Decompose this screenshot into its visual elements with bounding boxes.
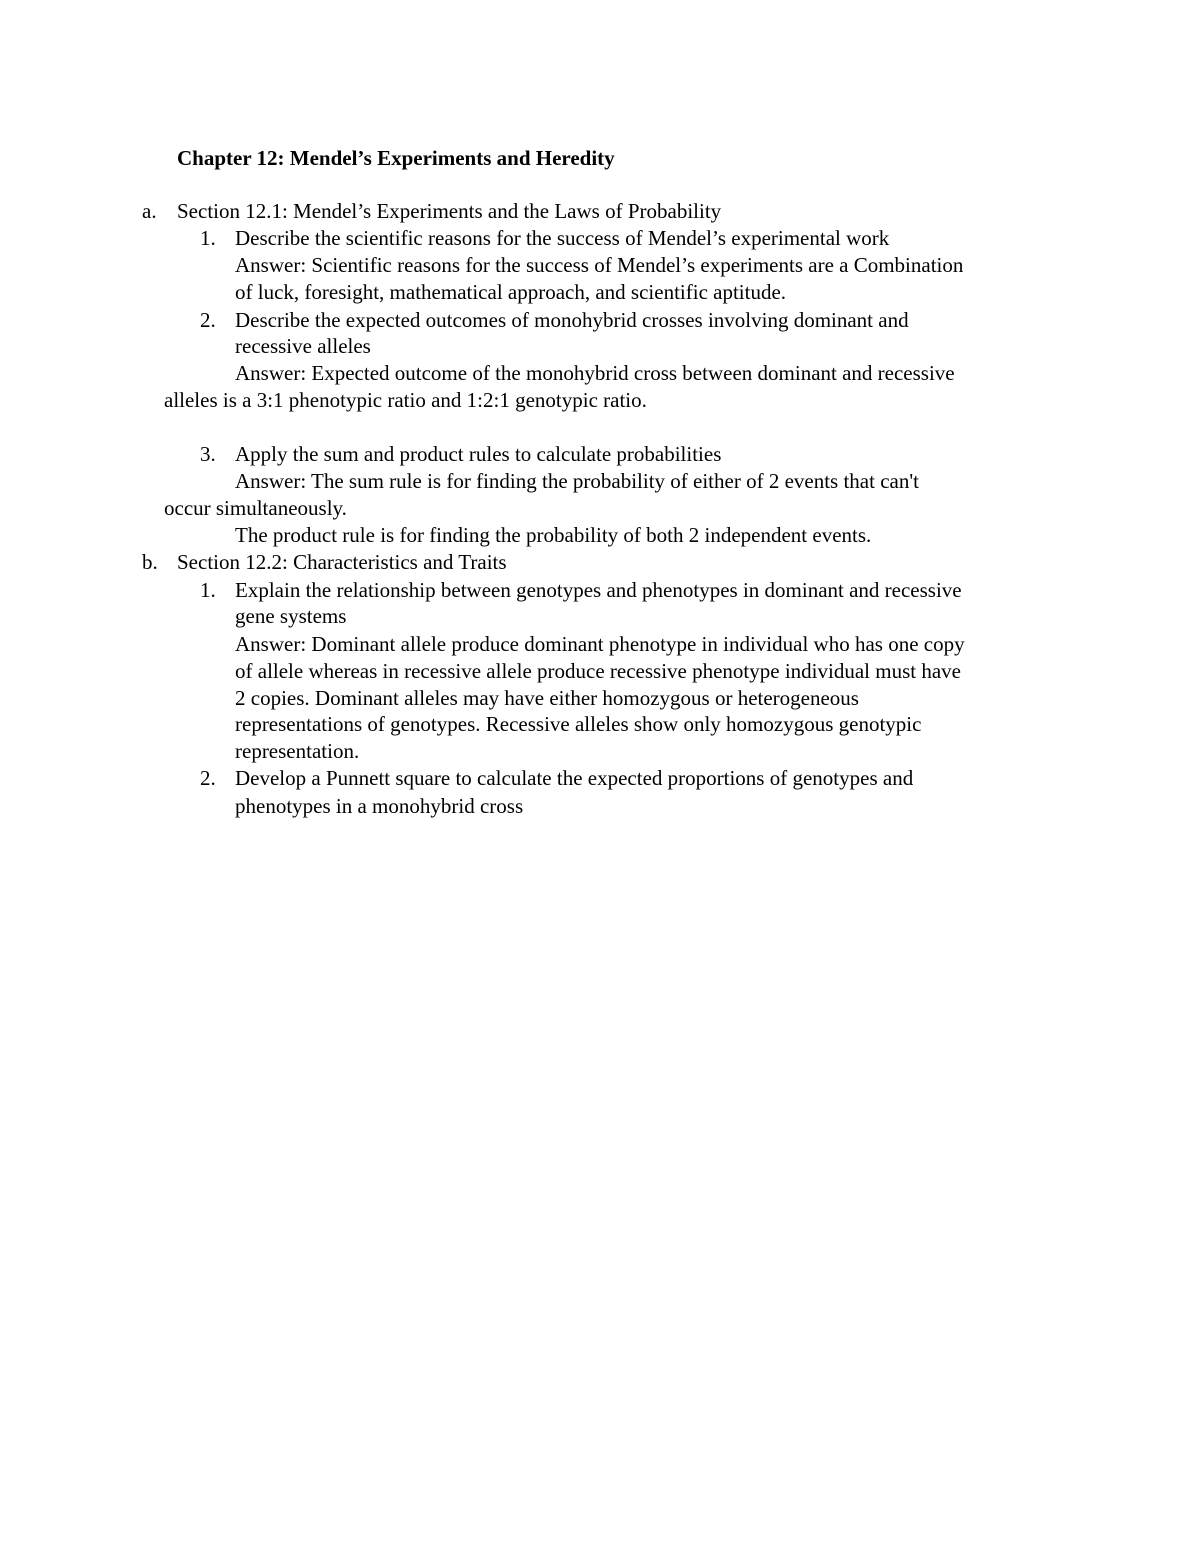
item-answer-line: Answer: Dominant allele produce dominant phenotype in individual who has one copy <box>235 632 965 656</box>
item-question-line: Explain the relationship between genotypes and phenotypes in dominant and recessive <box>235 578 962 602</box>
item-answer-line: The product rule is for finding the probability of both 2 independent events. <box>235 523 872 547</box>
item-question: Describe the scientific reasons for the success of Mendel’s experimental work <box>235 226 890 250</box>
item-answer-line: 2 copies. Dominant alleles may have either homozygous or heterogeneous <box>235 686 859 710</box>
item-question-line: phenotypes in a monohybrid cross <box>235 794 524 818</box>
item-answer-line: Answer: Scientific reasons for the success of Mendel’s experiments are a Combination <box>235 253 964 277</box>
item-answer-line: representation. <box>235 739 360 763</box>
item-answer-line: of allele whereas in recessive allele produce recessive phenotype individual must have <box>235 659 961 683</box>
item-question-line: Develop a Punnett square to calculate the expected proportions of genotypes and <box>235 766 914 790</box>
item-question-line: Describe the expected outcomes of monohybrid crosses involving dominant and <box>235 308 909 332</box>
item-answer-line: of luck, foresight, mathematical approach, and scientific aptitude. <box>235 280 787 304</box>
item-question-line: gene systems <box>235 604 347 628</box>
item-question-line: recessive alleles <box>235 334 371 358</box>
section-marker: a. <box>142 199 157 223</box>
item-answer-line: Answer: The sum rule is for finding the probability of either of 2 events that can't <box>235 469 919 493</box>
section-heading: Section 12.2: Characteristics and Traits <box>177 550 507 574</box>
item-marker: 3. <box>200 442 216 466</box>
item-answer-line: Answer: Expected outcome of the monohybrid cross between dominant and recessive <box>235 361 955 385</box>
page-title: Chapter 12: Mendel’s Experiments and Heredity <box>177 146 615 170</box>
item-answer-line: occur simultaneously. <box>164 496 347 520</box>
section-marker: b. <box>142 550 158 574</box>
item-marker: 1. <box>200 226 216 250</box>
item-marker: 2. <box>200 766 216 790</box>
item-answer-line: representations of genotypes. Recessive alleles show only homozygous genotypic <box>235 712 922 736</box>
item-marker: 1. <box>200 578 216 602</box>
item-marker: 2. <box>200 308 216 332</box>
section-heading: Section 12.1: Mendel’s Experiments and the Laws of Probability <box>177 199 722 223</box>
item-answer-line: alleles is a 3:1 phenotypic ratio and 1:2:1 genotypic ratio. <box>164 388 647 412</box>
item-question: Apply the sum and product rules to calculate probabilities <box>235 442 722 466</box>
